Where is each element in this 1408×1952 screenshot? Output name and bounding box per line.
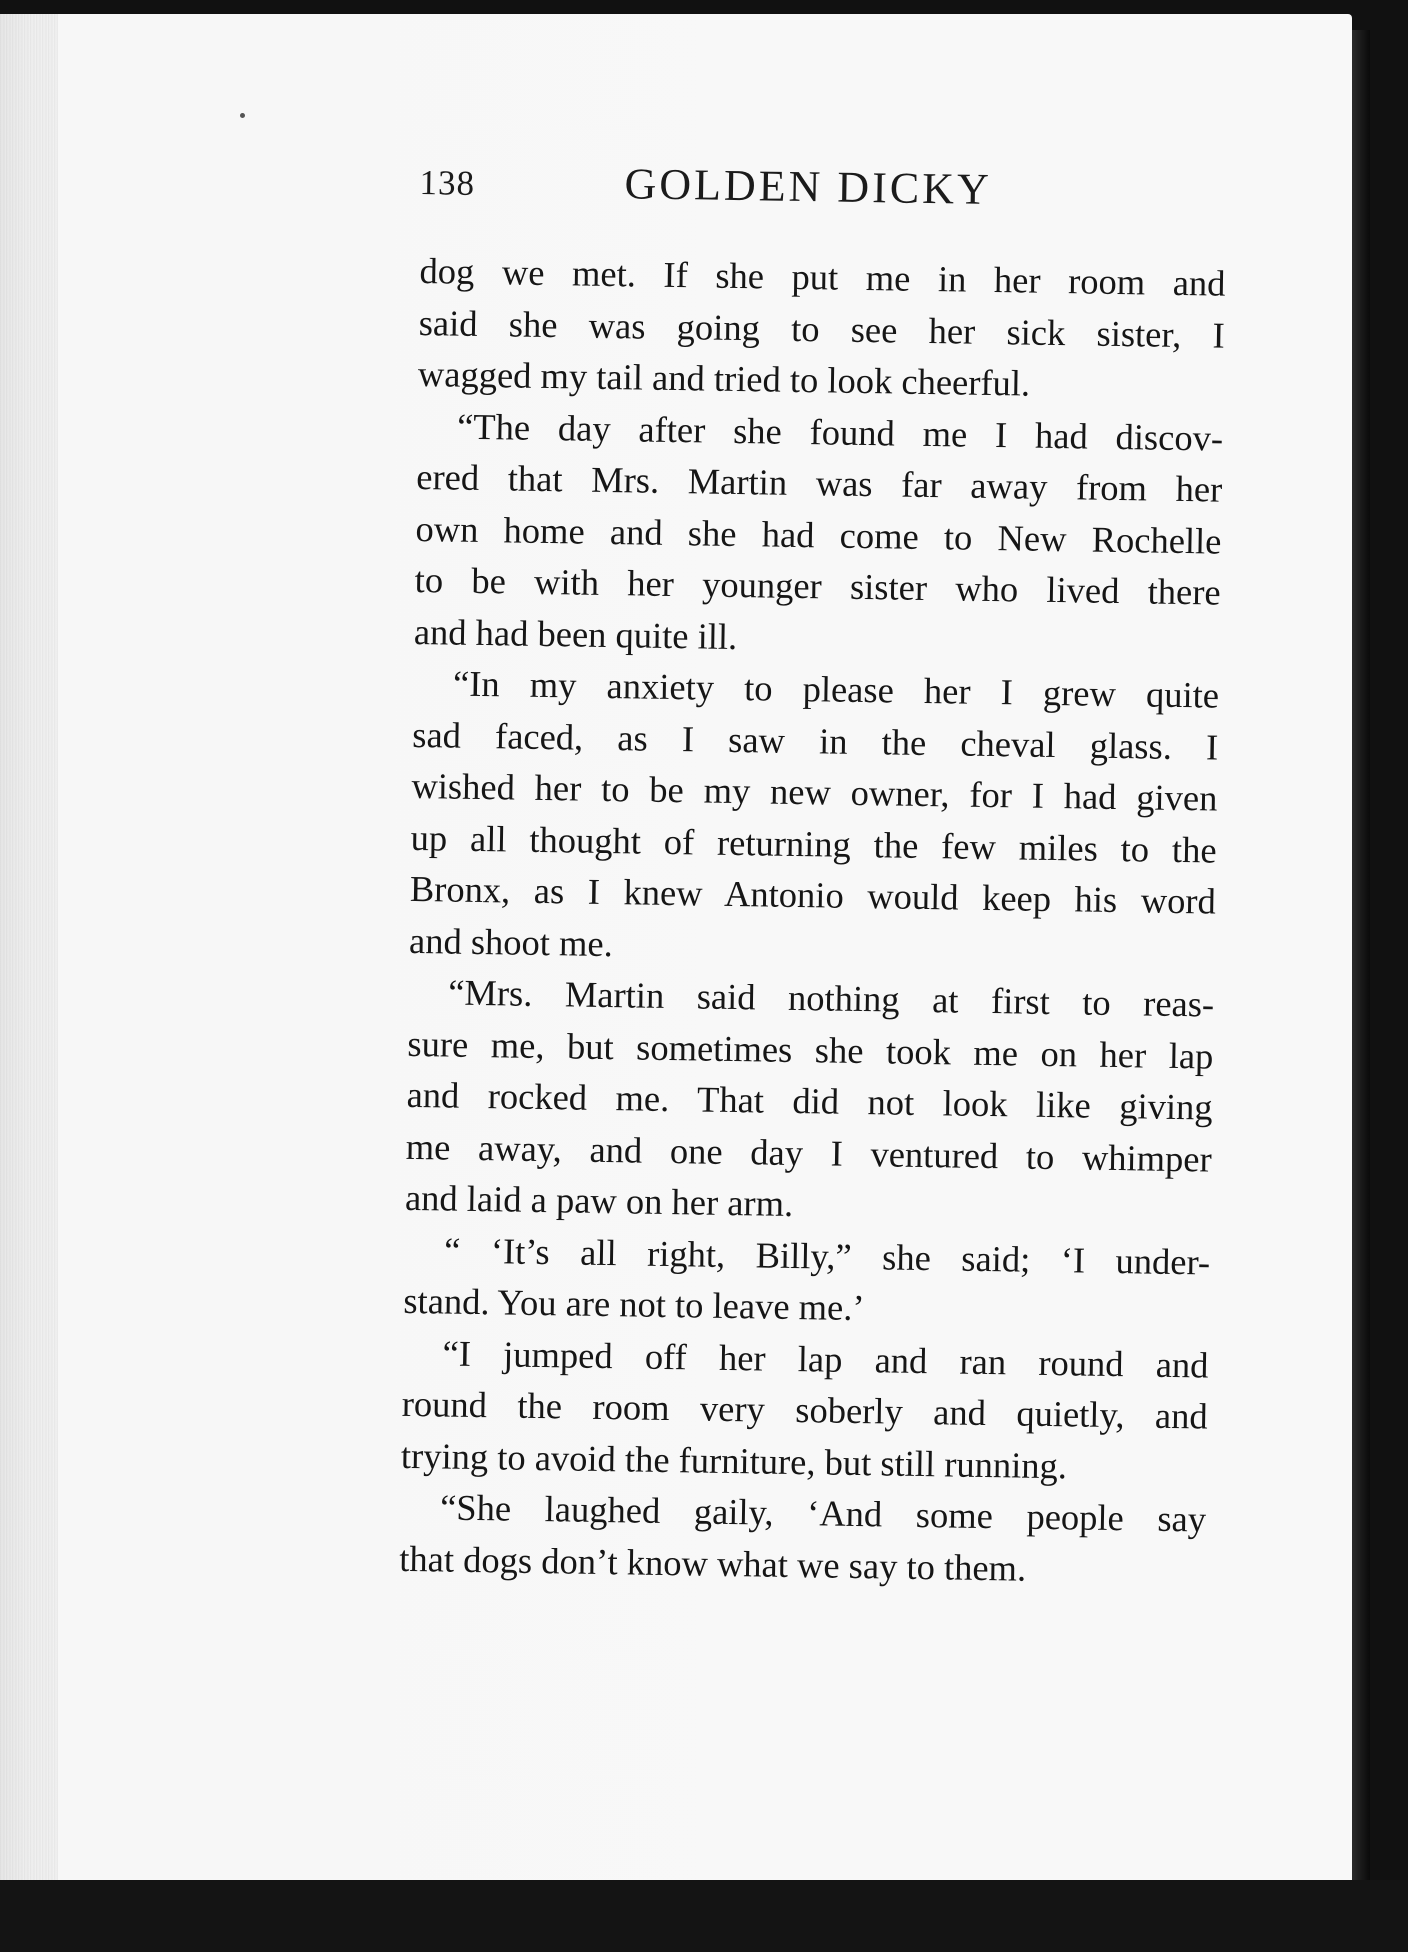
- text-line: “She laughed gaily, ‘And some people say: [439, 1486, 1207, 1540]
- text-line: and had been quite ill.: [413, 610, 738, 657]
- text-line: ered that Mrs. Martin was far away from her: [416, 455, 1223, 510]
- text-line: trying to avoid the furniture, but still running.: [400, 1434, 1068, 1486]
- page-edge-stack: [0, 14, 58, 1914]
- text-line: “The day after she found me I had discov-: [456, 405, 1224, 459]
- book-cover-edge: [1352, 30, 1370, 1900]
- text-line: and rocked me. That did not look like giving: [406, 1073, 1213, 1128]
- running-title: GOLDEN DICKY: [624, 159, 993, 214]
- text-line: stand. You are not to leave me.’: [403, 1279, 865, 1329]
- text-line: and laid a paw on her arm.: [404, 1176, 794, 1224]
- text-line: and shoot me.: [408, 919, 614, 964]
- scan-speck: [240, 113, 245, 118]
- text-line: round the room very soberly and quietly, and: [401, 1382, 1209, 1437]
- text-line: dog we met. If she put me in her room and: [419, 249, 1226, 304]
- body-text: [399, 245, 1226, 1596]
- text-line: me away, and one day I ventured to whimper: [405, 1125, 1213, 1180]
- text-line: said she was going to see her sick sister, I: [418, 301, 1226, 356]
- text-line: to be with her younger sister who lived there: [414, 558, 1221, 613]
- text-line: wagged my tail and tried to look cheerful.: [417, 352, 1031, 404]
- text-line: “I jumped off her lap and ran round and: [442, 1331, 1209, 1386]
- text-line: Bronx, as I knew Antonio would keep his word: [409, 867, 1217, 922]
- text-line: “Mrs. Martin said nothing at first to reas-: [447, 971, 1215, 1025]
- text-line: up all thought of returning the few miles to the: [410, 816, 1217, 871]
- text-line: “ ‘It’s all right, Billy,” she said; ‘I under-: [443, 1229, 1211, 1283]
- scan-bottom-shadow: [0, 1880, 1408, 1952]
- text-line: that dogs don’t know what we say to them.: [399, 1537, 1027, 1589]
- text-line: wished her to be my new owner, for I had given: [411, 764, 1218, 819]
- text-line: “In my anxiety to please her I grew quite: [452, 662, 1220, 716]
- text-line: sure me, but sometimes she took me on her lap: [407, 1022, 1214, 1077]
- running-header: [419, 155, 1060, 225]
- text-line: sad faced, as I saw in the cheval glass. I: [411, 713, 1219, 768]
- text-line: own home and she had come to New Rochelle: [415, 507, 1222, 562]
- page-number: 138: [419, 162, 476, 203]
